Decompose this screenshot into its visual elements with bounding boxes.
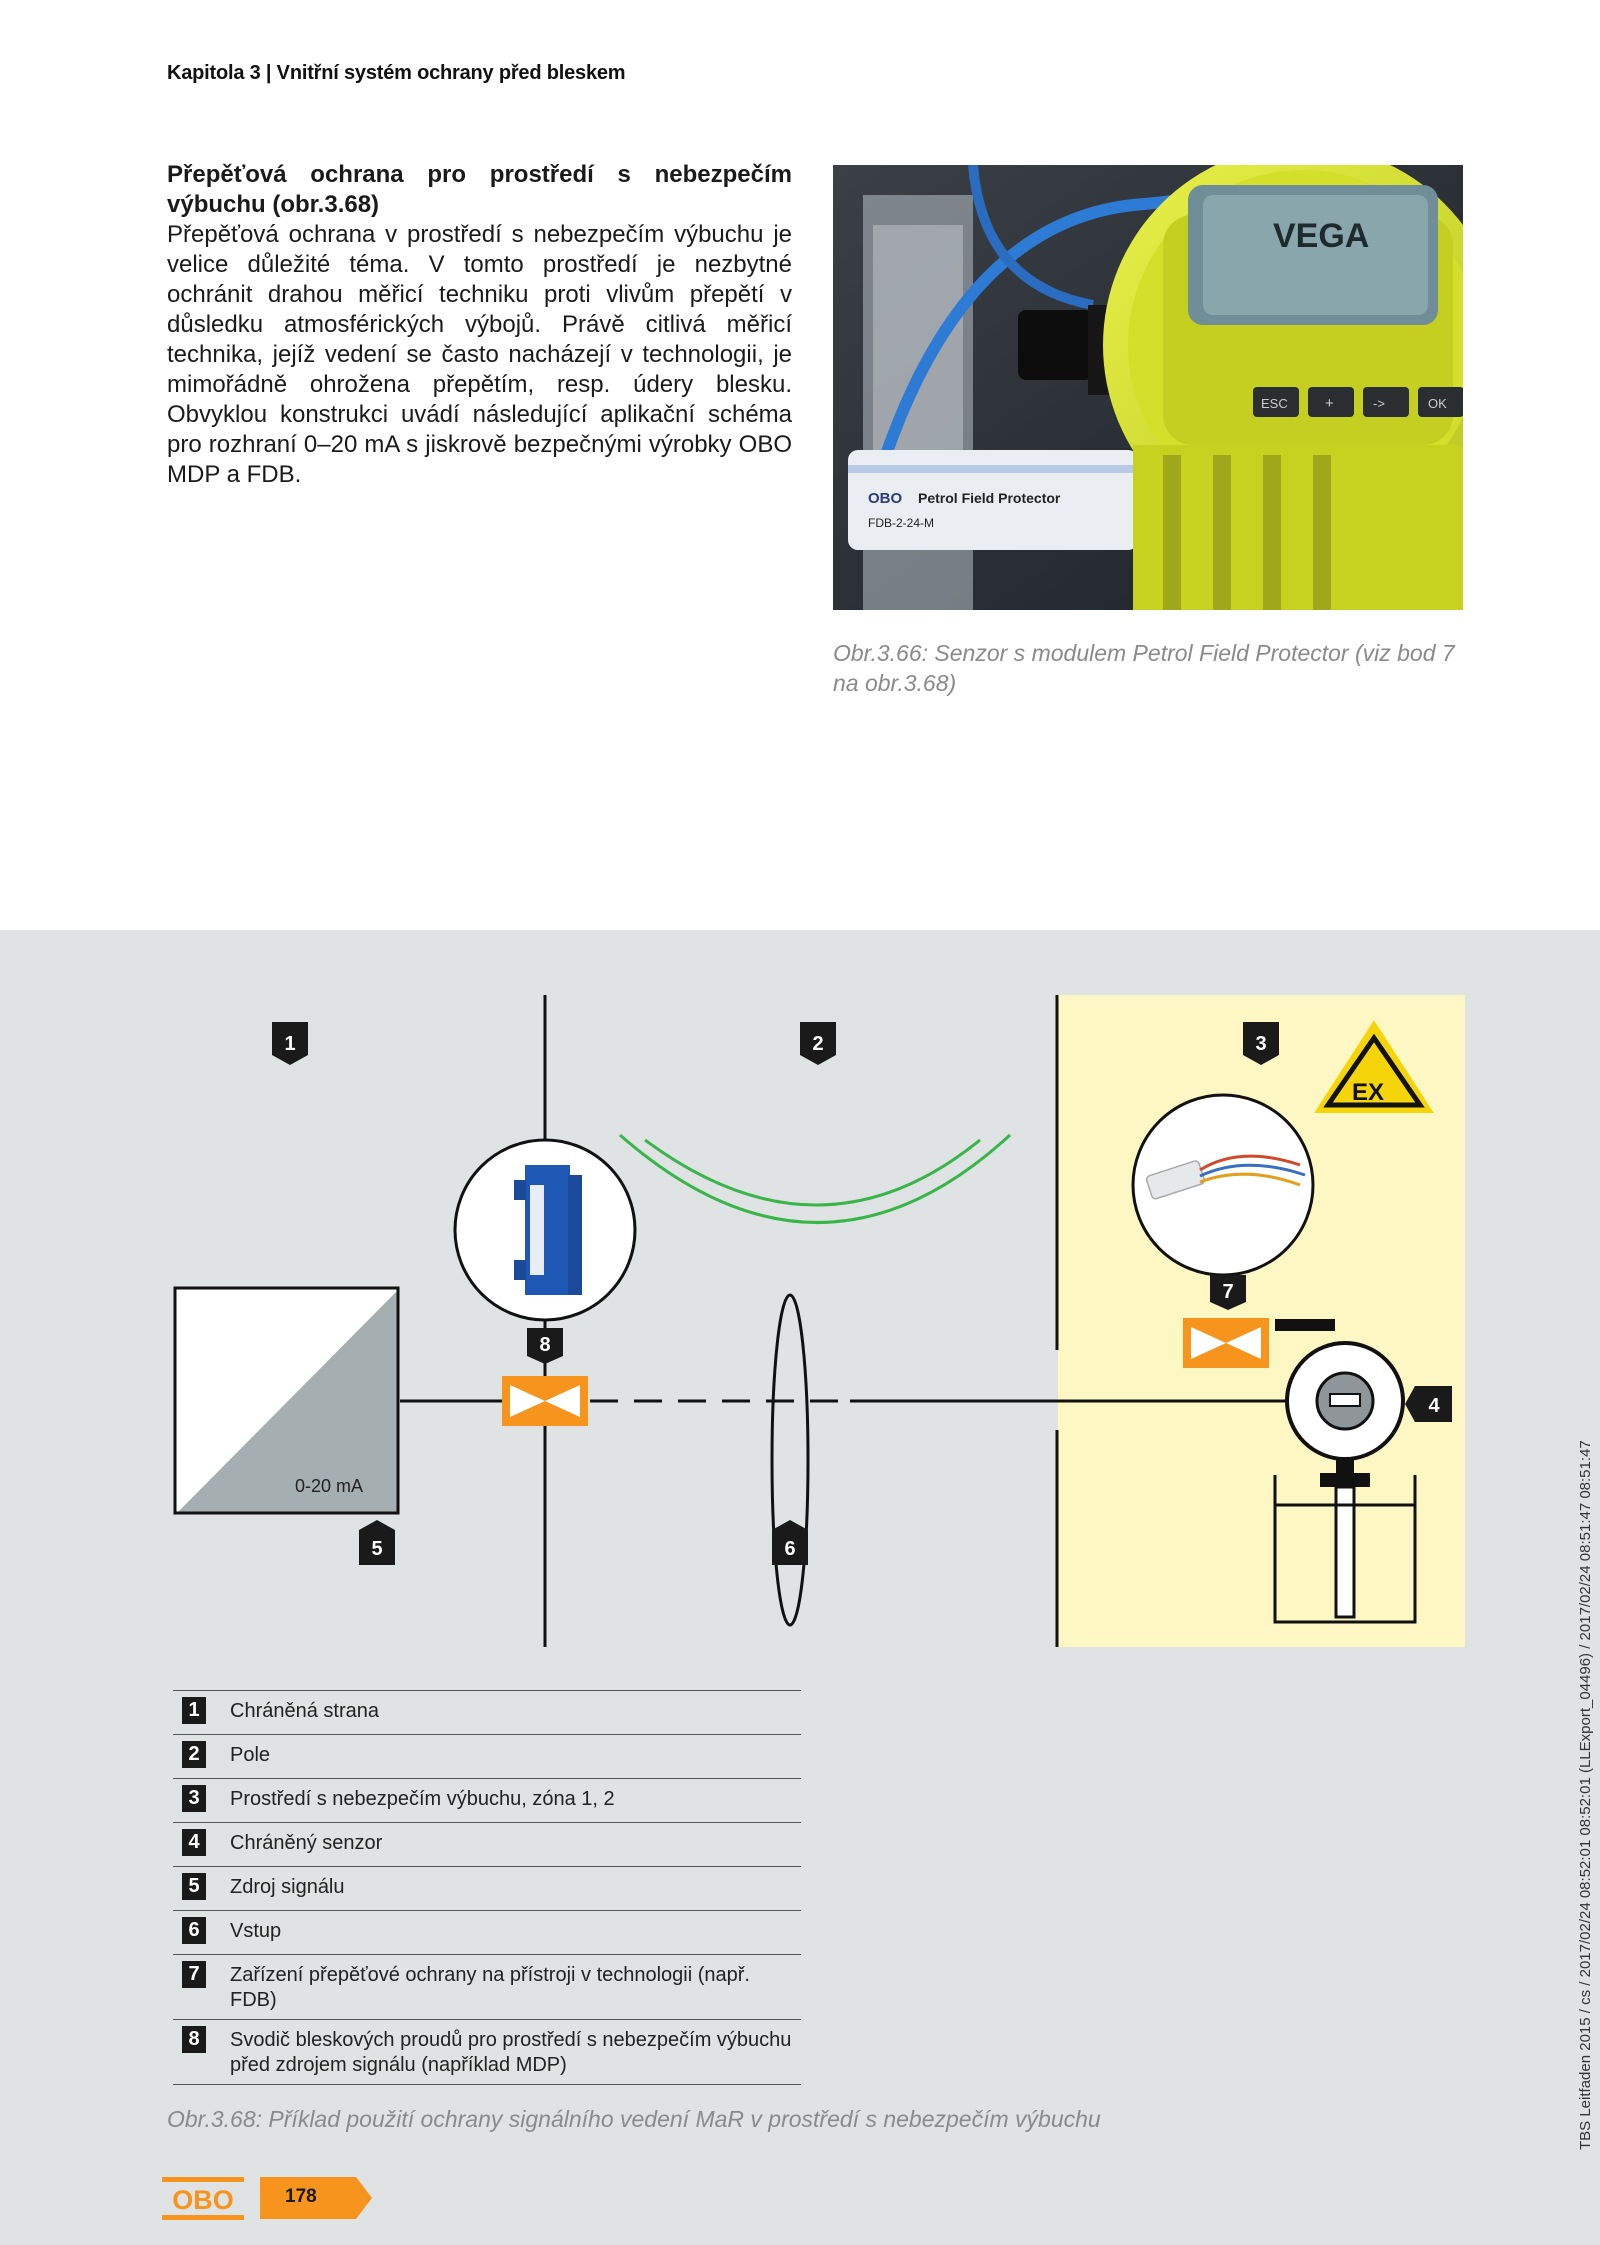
field-arc-outer xyxy=(620,1135,1010,1223)
legend-row: 8 Svodič bleskových proudů pro prostředí s nebezpečím výbuchu před zdrojem signálu (například MDP) xyxy=(173,2020,801,2085)
article-body: Přepěťová ochrana v prostředí s nebezpečím výbuchu je velice důležité téma. V tomto prostředí je nezbytné ochránit drahou měřicí techniku proti vlivům přepětí v důsledku atmosférických výbojů. Právě citlivá měřicí technika, jejíž vedení se často nacházejí v technologii, je mimořádně ohrožena přepětím, resp. údery blesku. Obvyklou konstrukci uvádí následující aplikační schéma pro rozhraní 0–20 mA s jiskrově bezpečnými výrobky OBO MDP a FDB. xyxy=(167,221,792,488)
svg-text:6: 6 xyxy=(784,1538,796,1560)
ex-label: EX xyxy=(1352,1079,1385,1106)
marker-6 xyxy=(772,1520,808,1565)
obo-logo xyxy=(162,2177,244,2221)
svg-text:2: 2 xyxy=(812,1033,824,1055)
mdp-surge-symbol xyxy=(502,1376,588,1426)
module-logo: OBO xyxy=(868,490,903,507)
chapter-header: Kapitola 3 | Vnitřní systém ochrany před bleskem xyxy=(167,62,626,84)
page-number-badge xyxy=(260,2177,372,2219)
legend-row: 6 Vstup xyxy=(173,1911,801,1955)
protection-diagram xyxy=(0,930,1600,1690)
marker-2 xyxy=(800,1022,836,1065)
legend-row: 2 Pole xyxy=(173,1735,801,1779)
marker-5 xyxy=(359,1520,395,1565)
svg-text:->: -> xyxy=(1373,396,1385,411)
legend-table xyxy=(173,1690,801,2085)
page-number: 178 xyxy=(285,2186,317,2207)
marker-4 xyxy=(1405,1386,1452,1422)
svg-text:+: + xyxy=(1325,395,1334,412)
sensor-photo xyxy=(833,165,1463,610)
legend-row: 7 Zařízení přepěťové ochrany na přístroji v technologii (např. FDB) xyxy=(173,1955,801,2020)
module-code: FDB-2-24-M xyxy=(868,516,935,530)
article-section xyxy=(167,160,792,490)
photo-button-arrow xyxy=(1363,387,1409,417)
legend-row: 3 Prostředí s nebezpečím výbuchu, zóna 1, 2 xyxy=(173,1779,801,1823)
input-coil xyxy=(772,1295,808,1625)
mdp-device-zoom xyxy=(455,1140,635,1320)
svg-text:1: 1 xyxy=(284,1033,296,1055)
svg-text:3: 3 xyxy=(1255,1033,1267,1055)
svg-text:7: 7 xyxy=(1222,1281,1234,1303)
figure1-caption: Obr.3.66: Senzor s modulem Petrol Field Protector (viz bod 7 na obr.3.68) xyxy=(833,640,1455,696)
side-metadata: TBS Leitfaden 2015 / cs / 2017/02/24 08:52:01 08:52:01 (LLExport_04496) / 2017/02/24 08:51:47 08:51:47 xyxy=(1577,1440,1594,2150)
legend-row: 4 Chráněný senzor xyxy=(173,1823,801,1867)
marker-8 xyxy=(527,1328,563,1364)
module-label: Petrol Field Protector xyxy=(918,490,1061,506)
fdb-device-zoom xyxy=(1133,1095,1313,1275)
photo-brand: VEGA xyxy=(1273,217,1370,255)
field-arc-inner xyxy=(645,1140,980,1205)
svg-text:OBO: OBO xyxy=(172,2185,234,2215)
svg-text:5: 5 xyxy=(371,1538,383,1560)
signal-source xyxy=(175,1288,398,1513)
signal-label: 0-20 mA xyxy=(295,1476,364,1496)
marker-1 xyxy=(272,1022,308,1065)
article-heading: Přepěťová ochrana pro prostředí s nebezpečím výbuchu (obr.3.68) xyxy=(167,161,792,218)
svg-text:OK: OK xyxy=(1428,396,1447,411)
svg-text:4: 4 xyxy=(1428,1395,1440,1417)
legend-row: 5 Zdroj signálu xyxy=(173,1867,801,1911)
figure2-caption: Obr.3.68: Příklad použití ochrany signálního vedení MaR v prostředí s nebezpečím výbuchu xyxy=(167,2106,1101,2132)
svg-text:ESC: ESC xyxy=(1261,396,1288,411)
svg-text:8: 8 xyxy=(539,1334,551,1356)
legend-row: 1 Chráněná strana xyxy=(173,1691,801,1735)
